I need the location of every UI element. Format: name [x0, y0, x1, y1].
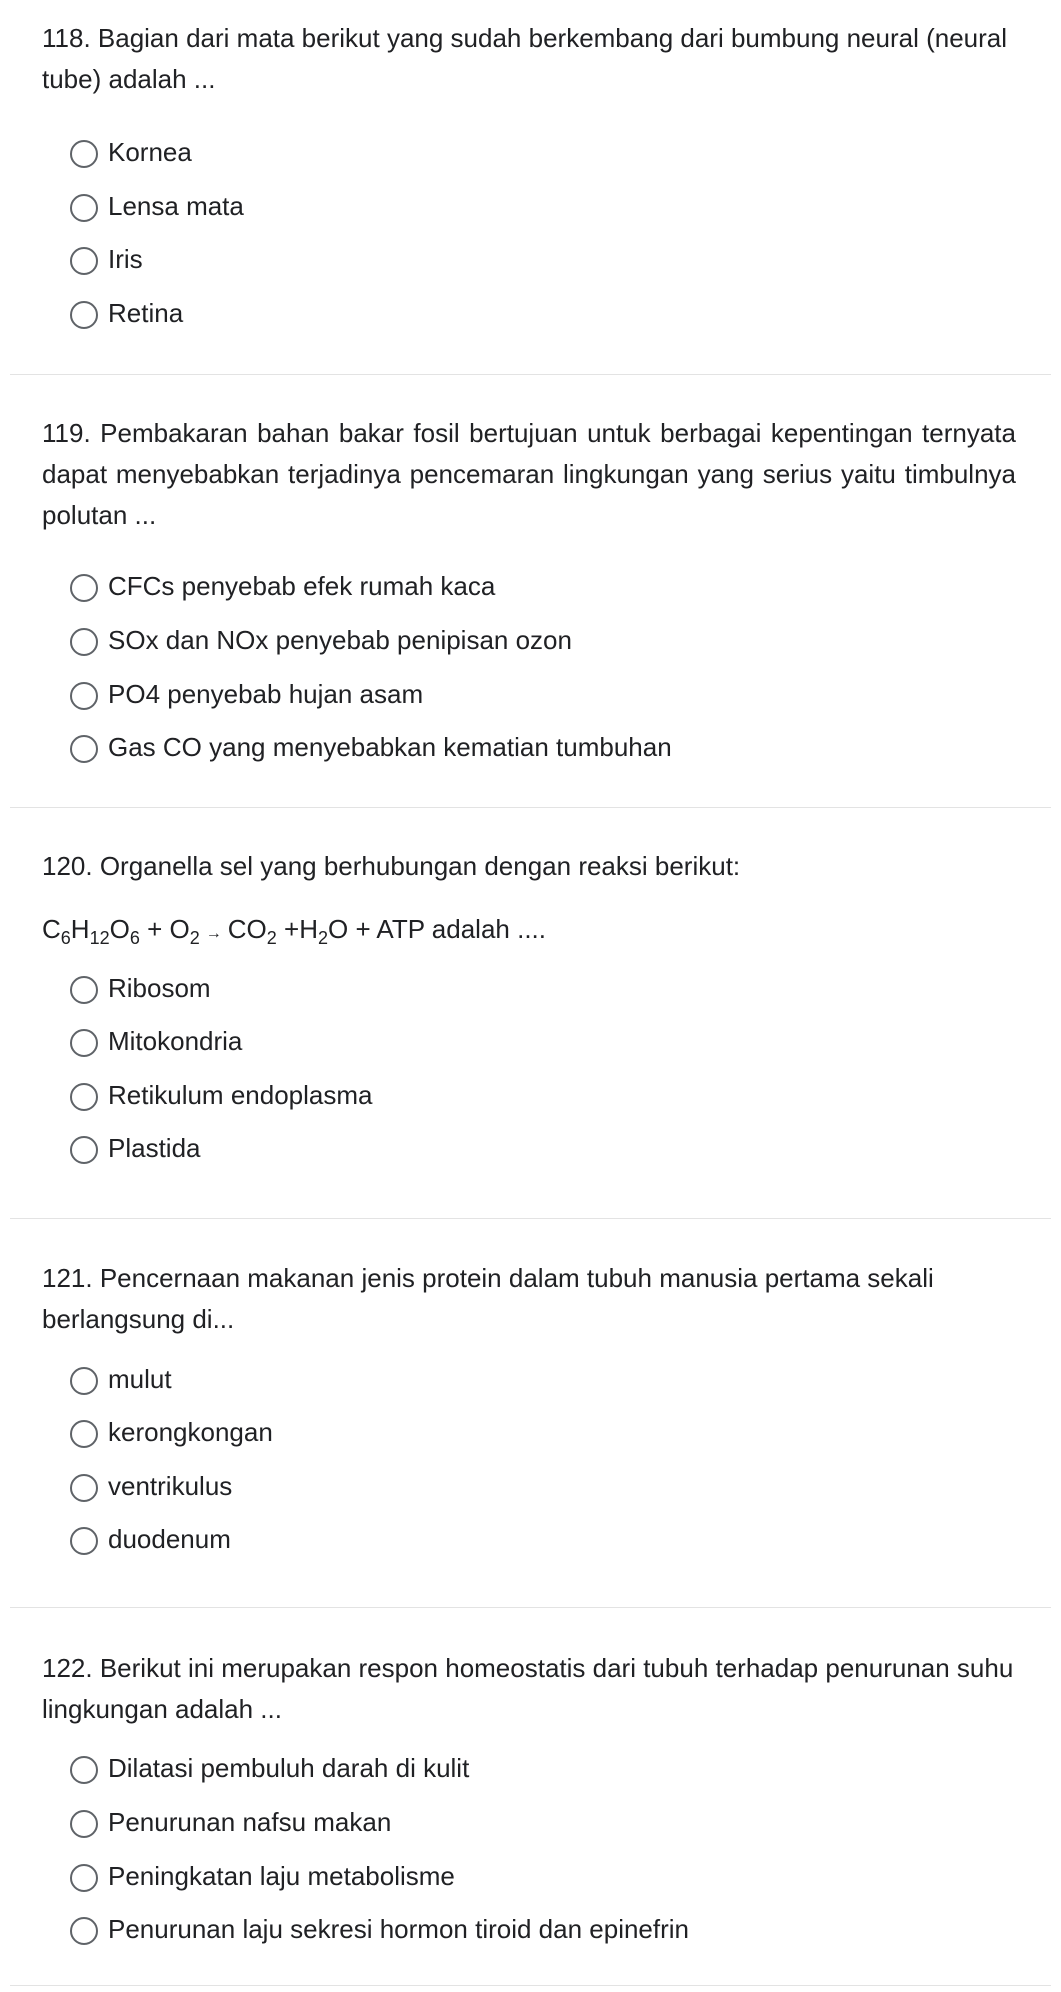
- formula-co2: CO: [227, 914, 267, 944]
- question-divider: [10, 374, 1051, 375]
- option-penurunan-laju-sekresi[interactable]: [70, 1909, 689, 1949]
- option-retikulum-endoplasma[interactable]: [70, 1075, 372, 1115]
- radio-button-icon[interactable]: [70, 682, 98, 710]
- radio-button-icon[interactable]: [70, 628, 98, 656]
- option-mulut[interactable]: [70, 1359, 172, 1399]
- formula-co2-subscript: 2: [266, 928, 277, 948]
- radio-button-icon[interactable]: [70, 301, 98, 329]
- question-divider: [10, 1607, 1051, 1608]
- option-label: Kornea: [108, 136, 192, 167]
- option-po4[interactable]: [70, 674, 423, 714]
- radio-button-icon[interactable]: [70, 140, 98, 168]
- option-label: CFCs penyebab efek rumah kaca: [108, 570, 496, 601]
- formula-c: C: [42, 914, 61, 944]
- option-penurunan-nafsu-makan[interactable]: [70, 1802, 391, 1842]
- formula-o-subscript: 6: [129, 928, 140, 948]
- radio-button-icon[interactable]: [70, 574, 98, 602]
- radio-button-icon[interactable]: [70, 1367, 98, 1395]
- radio-button-icon[interactable]: [70, 1474, 98, 1502]
- radio-button-icon[interactable]: [70, 976, 98, 1004]
- option-sox-nox[interactable]: [70, 620, 572, 660]
- question-text: 118. Bagian dari mata berikut yang sudah berkembang dari bumbung neural (neural tube) adalah ...: [42, 23, 1008, 94]
- question-text: 121. Pencernaan makanan jenis protein dalam tubuh manusia pertama sekali berlangsung di...: [42, 1263, 934, 1334]
- option-mitokondria[interactable]: [70, 1021, 242, 1061]
- radio-button-icon[interactable]: [70, 735, 98, 763]
- radio-button-icon[interactable]: [70, 1810, 98, 1838]
- option-label: mulut: [108, 1363, 172, 1394]
- formula-h: H: [70, 914, 90, 944]
- question-divider: [10, 807, 1051, 808]
- formula-h2o-o: O: [327, 914, 349, 944]
- formula-h2o-subscript: 2: [317, 928, 328, 948]
- formula-o: O: [109, 914, 130, 944]
- reaction-formula: [42, 909, 546, 954]
- option-label: kerongkongan: [108, 1416, 273, 1447]
- option-label: Penurunan laju sekresi hormon tiroid dan epinefrin: [108, 1913, 690, 1944]
- option-label: Mitokondria: [108, 1025, 243, 1056]
- option-kerongkongan[interactable]: [70, 1412, 273, 1452]
- arrow-icon: →: [205, 925, 222, 942]
- option-cfcs[interactable]: [70, 566, 495, 606]
- radio-button-icon[interactable]: [70, 1420, 98, 1448]
- radio-button-icon[interactable]: [70, 1136, 98, 1164]
- formula-tail: + ATP adalah ....: [348, 914, 546, 944]
- option-gas-co[interactable]: [70, 727, 672, 767]
- formula-plus: +: [276, 914, 300, 944]
- option-label: Penurunan nafsu makan: [108, 1806, 392, 1837]
- radio-button-icon[interactable]: [70, 1527, 98, 1555]
- option-kornea[interactable]: [70, 132, 192, 172]
- option-label: PO4 penyebab hujan asam: [108, 678, 424, 709]
- option-label: Gas CO yang menyebabkan kematian tumbuhan: [108, 731, 672, 762]
- radio-button-icon[interactable]: [70, 1917, 98, 1945]
- option-peningkatan-laju-metabolisme[interactable]: [70, 1856, 455, 1896]
- option-label: Plastida: [108, 1132, 201, 1163]
- question-text: 120. Organella sel yang berhubungan dengan reaksi berikut:: [42, 851, 741, 881]
- option-ventrikulus[interactable]: [70, 1466, 232, 1506]
- radio-button-icon[interactable]: [70, 1864, 98, 1892]
- radio-button-icon[interactable]: [70, 247, 98, 275]
- option-label: Dilatasi pembuluh darah di kulit: [108, 1752, 470, 1783]
- option-label: Peningkatan laju metabolisme: [108, 1860, 455, 1891]
- question-text: 122. Berikut ini merupakan respon homeostatis dari tubuh terhadap penurunan suhu lingkungan adalah ...: [42, 1653, 1014, 1724]
- question-divider: [10, 1218, 1051, 1219]
- formula-o2: O: [169, 914, 190, 944]
- formula-h2o-h: H: [299, 914, 318, 944]
- formula-plus: +: [139, 914, 170, 944]
- formula-c-subscript: 6: [60, 928, 71, 948]
- option-label: Iris: [108, 243, 143, 274]
- question-divider: [10, 1985, 1051, 1986]
- radio-button-icon[interactable]: [70, 194, 98, 222]
- option-ribosom[interactable]: [70, 968, 211, 1008]
- option-duodenum[interactable]: [70, 1519, 231, 1559]
- option-label: Ribosom: [108, 972, 211, 1003]
- radio-button-icon[interactable]: [70, 1083, 98, 1111]
- option-retina[interactable]: [70, 293, 183, 333]
- option-dilatasi[interactable]: [70, 1748, 469, 1788]
- option-plastida[interactable]: [70, 1128, 201, 1168]
- option-lensa-mata[interactable]: [70, 186, 244, 226]
- option-label: Retikulum endoplasma: [108, 1079, 373, 1110]
- option-label: SOx dan NOx penyebab penipisan ozon: [108, 624, 572, 655]
- formula-o2-subscript: 2: [189, 928, 200, 948]
- option-label: ventrikulus: [108, 1470, 233, 1501]
- option-iris[interactable]: [70, 239, 143, 279]
- formula-h-subscript: 12: [89, 928, 110, 948]
- option-label: duodenum: [108, 1523, 231, 1554]
- option-label: Retina: [108, 297, 184, 328]
- question-text: 119. Pembakaran bahan bakar fosil bertujuan untuk berbagai kepentingan ternyata dapat menyebabkan terjadinya pencemaran lingkungan yang serius yaitu timbulnya polutan ...: [42, 418, 1016, 530]
- option-label: Lensa mata: [108, 190, 244, 221]
- radio-button-icon[interactable]: [70, 1756, 98, 1784]
- radio-button-icon[interactable]: [70, 1029, 98, 1057]
